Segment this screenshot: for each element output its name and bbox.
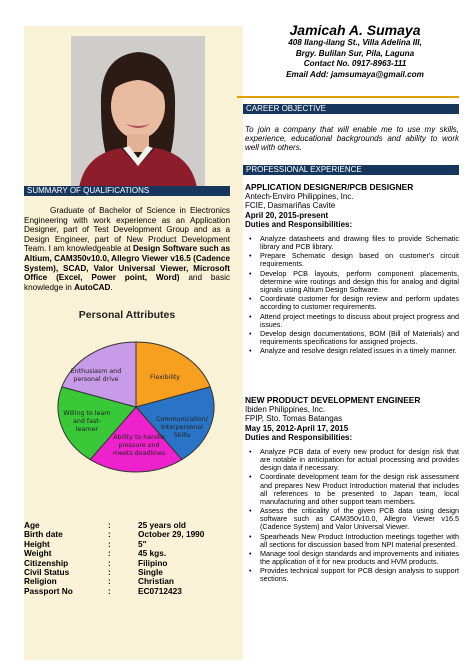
email-address: Email Add: jamsumaya@gmail.com: [286, 69, 424, 79]
personal-value: Single: [138, 566, 163, 577]
personal-colon: :: [108, 557, 111, 568]
list-item: • Develop PCB layouts, perform component placements, determine wire routings and design this for analog and digital signals using Altium Design Software.: [245, 270, 459, 294]
summary-text: [24, 206, 230, 292]
summary-tail: and basic knowledge in: [24, 273, 230, 292]
personal-value: 45 kgs.: [138, 548, 167, 559]
job-1-dates: April 20, 2015-present: [245, 210, 329, 220]
job-1-company: Antech-Enviro Philippines, Inc.: [245, 192, 354, 202]
job-2-location: FPIP, Sto. Tomas Batangas: [245, 414, 343, 424]
personal-colon: :: [108, 538, 111, 549]
job-2: [245, 396, 459, 585]
objective-section-title: CAREER OBJECTIVE: [243, 104, 459, 114]
experience-section-title: PROFESSIONAL EXPERIENCE: [243, 165, 459, 175]
personal-colon: :: [108, 566, 111, 577]
job-1-duties: [245, 235, 459, 355]
attributes-pie-chart: [56, 340, 216, 474]
profile-photo: [71, 36, 205, 188]
personal-value: 5": [138, 538, 147, 549]
personal-colon: :: [108, 520, 111, 530]
job-1: [245, 183, 459, 357]
personal-colon: :: [108, 585, 111, 596]
personal-value: Filipino: [138, 557, 168, 568]
personal-label: Civil Status: [24, 566, 70, 577]
job-2-position: NEW PRODUCT DEVELOPMENT ENGINEER: [245, 395, 421, 405]
personal-colon: :: [108, 529, 111, 540]
list-item: • Analyze PCB data of every new product for design risk that are notable in anticipation for actual processing and provides design data if necessary.: [245, 448, 459, 472]
personal-label: Passport No: [24, 585, 73, 596]
list-item: • Assess the criticality of the given PCB data using design software such as CAM350v10.0, Allegro Viewer v16.5 (Cadence System) and Valor Universal Viewer.: [245, 507, 459, 531]
job-1-duties-label: Duties and Responsibilities:: [245, 219, 353, 229]
summary-period: .: [110, 282, 113, 292]
personal-details: [24, 521, 230, 596]
address-line-1: 408 Ilang-ilang St., Villa Adelina III,: [288, 38, 422, 47]
job-2-duties-label: Duties and Responsibilities:: [245, 432, 353, 442]
pie-label-pressure: Ability to handle pressure and meets deadlines: [112, 434, 165, 457]
portrait-image: [71, 36, 205, 188]
personal-label: Religion: [24, 576, 57, 587]
summary-intro: Graduate of Bachelor of Science in Electronics Engineering with work experience as an Application Designer, part of Test Development Group and as a Design Engineer, part of New Product Development Team. I am knowledgeable at: [24, 206, 230, 254]
personal-value: EC0712423: [138, 585, 182, 596]
list-item: • Develop design documentations, BOM (Bill of Materials) and requirements specifications for assigned projects.: [245, 330, 459, 346]
job-2-dates: May 15, 2012-April 17, 2015: [245, 423, 349, 433]
personal-row: [24, 530, 230, 539]
personal-row: [24, 587, 230, 596]
pie-label-communication: Communication/ Interpersonal Skills: [156, 416, 208, 439]
job-1-position: APPLICATION DESIGNER/PCB DESIGNER: [245, 182, 414, 192]
personal-label: Age: [24, 520, 40, 530]
personal-label: Birth date: [24, 529, 63, 540]
personal-label: Height: [24, 538, 50, 549]
list-item: • Spearheads New Product Introduction meetings together with all sections for discussion based from NPI material presented.: [245, 533, 459, 549]
job-2-company: Ibiden Philippines, Inc.: [245, 405, 326, 415]
personal-row: [24, 540, 230, 549]
personal-label: Weight: [24, 548, 52, 559]
contact-number: Contact No. 0917-8963-111: [303, 59, 407, 68]
objective-text: To join a company that will enable me to use my skills, experience, educational backgrounds and ability to work well with others.: [245, 125, 459, 153]
job-2-duties: [245, 448, 459, 583]
list-item: • Provides technical support for PCB design analysis to support sections.: [245, 567, 459, 583]
personal-colon: :: [108, 548, 111, 559]
personal-value: October 29, 1990: [138, 529, 205, 540]
summary-section-title: SUMMARY OF QUALIFICATIONS: [24, 186, 230, 196]
list-item: • Manage tool design standards and improvements and initiates the application of it for new products and HVM products.: [245, 550, 459, 566]
pie-label-willing: Willing to learn and fast-learner: [63, 410, 111, 433]
list-item: • Coordinate development team for the design risk assessment and prepares New Product Introduction material that includes all references to be presented to Japan team, local manufacturing and other support team members.: [245, 473, 459, 505]
address-line-2: Brgy. Bulilan Sur, Pila, Laguna: [295, 48, 415, 58]
pie-label-enthusiasm: Enthusiasm and personal drive: [70, 368, 122, 383]
list-item: • Analyze and resolve design related issues in a timely manner.: [245, 347, 459, 355]
list-item: • Prepare Schematic design based on customer's circuit requirements.: [245, 252, 459, 268]
contact-header: [251, 22, 459, 80]
personal-value: Christian: [138, 576, 174, 587]
summary-autocad: AutoCAD: [74, 282, 111, 292]
list-item: • Analyze datasheets and drawing files to provide Schematic library and PCB library.: [245, 235, 459, 251]
attributes-title: Personal Attributes: [78, 309, 176, 321]
personal-value: 25 years old: [138, 520, 186, 530]
personal-label: Citizenship: [24, 557, 69, 568]
list-item: • Attend project meetings to discuss about project progress and issues.: [245, 313, 459, 329]
job-1-location: FCIE, Dasmariñas Cavite: [245, 201, 336, 211]
summary-software: Design Software such as Altium, CAM350v10.0, Allegro Viewer v16.5 (Cadence System), SCAD, Valor Universal Viewer, Microsoft Office (Excel, Power point, Word): [24, 244, 230, 283]
list-item: • Coordinate customer for design review and perform updates according to customer requirements.: [245, 295, 459, 311]
header-divider-right: [237, 96, 459, 98]
pie-label-flexibility: Flexibility: [149, 374, 181, 381]
personal-colon: :: [108, 576, 111, 587]
full-name: Jamicah A. Sumaya: [289, 22, 421, 38]
